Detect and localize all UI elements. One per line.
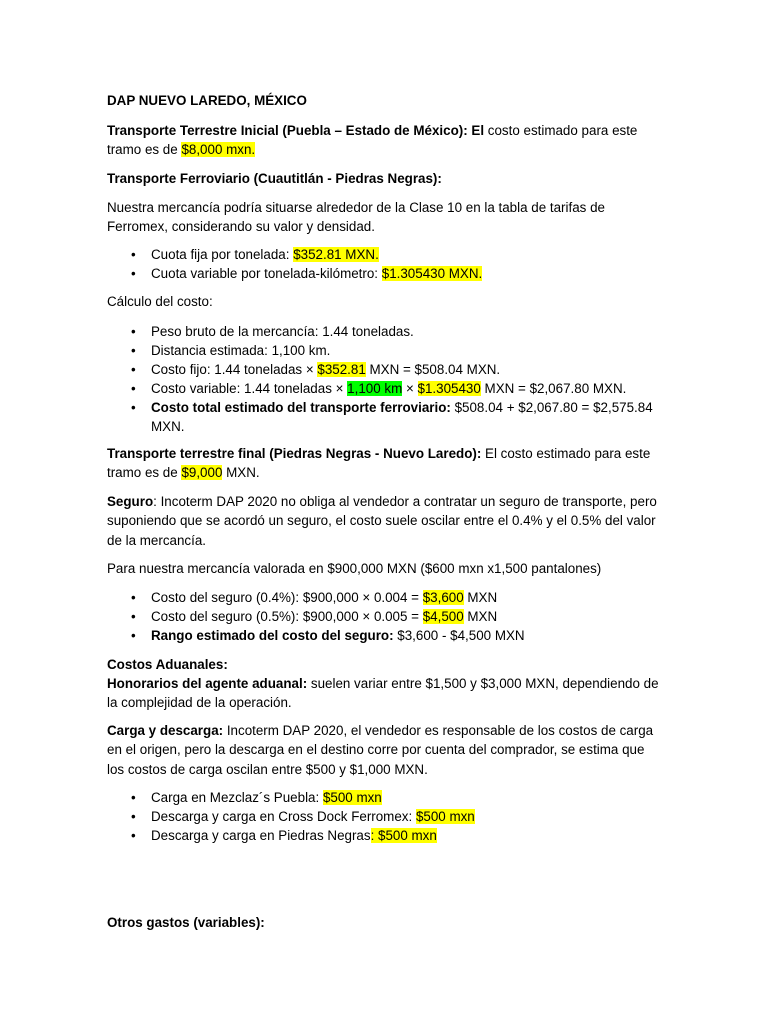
paragraph-text: El costo estimado para este tramo es de: [107, 446, 651, 481]
item-text: Costo fijo: 1.44 toneladas ×: [151, 362, 318, 377]
highlight-value: $4,500: [422, 609, 464, 624]
highlight-value: $500 mxn: [322, 790, 382, 805]
paragraph-transporte-inicial: [107, 121, 663, 160]
heading-costos-aduanales: Costos Aduanales:: [107, 657, 228, 672]
list-item: [151, 788, 666, 807]
highlight-amount: $9,000: [181, 465, 223, 481]
list-item: [151, 379, 666, 398]
list-item: [151, 360, 666, 379]
item-text: $3,600 - $4,500 MXN: [393, 628, 525, 643]
heading-otros-gastos: Otros gastos (variables):: [107, 915, 265, 930]
item-text: MXN = $2,067.80 MXN.: [480, 381, 627, 396]
paragraph-text: : Incoterm DAP 2020 no obliga al vendedor a contratar un seguro de transporte, pero suponiendo que se acordó un seguro, el costo suele oscilar entre el 0.4% y el 0.5% del valor de la mercancía.: [107, 494, 657, 548]
item-label: Cuota fija por tonelada:: [151, 247, 294, 262]
item-text: ×: [402, 381, 418, 396]
list-item: [151, 264, 666, 283]
item-text: MXN: [463, 609, 498, 624]
list-item: [151, 807, 666, 826]
highlight-value: $352.81: [317, 362, 366, 377]
heading-transporte-final: Transporte terrestre final (Piedras Negras - Nuevo Laredo):: [107, 446, 482, 461]
paragraph-text: suelen variar entre $1,500 y $3,000 MXN, dependiendo de la complejidad de la operación.: [107, 676, 659, 711]
paragraph-text: Incoterm DAP 2020, el vendedor es responsable de los costos de carga en el origen, pero la descarga en el destino corre por cuenta del comprador, se estima que los costos de carga oscilan entre $500 y $1,000 MXN.: [107, 723, 654, 777]
item-label: Cuota variable por tonelada-kilómetro:: [151, 266, 382, 281]
item-text: Costo del seguro (0.4%): $900,000 × 0.004 =: [151, 590, 423, 605]
paragraph-text: MXN.: [222, 465, 260, 481]
paragraph-honorarios: [107, 674, 663, 713]
highlight-value: : $500 mxn: [370, 828, 437, 843]
rango-label: Rango estimado del costo del seguro:: [151, 628, 394, 643]
paragraph-transporte-final: [107, 444, 663, 483]
item-text: MXN = $508.04 MXN.: [365, 362, 501, 377]
list-item: [151, 398, 666, 437]
highlight-value: $3,600: [422, 590, 464, 605]
heading-seguro: Seguro: [107, 494, 154, 509]
heading-honorarios: Honorarios del agente aduanal:: [107, 676, 308, 691]
item-text: $508.04 + $2,067.80 = $2,575.84 MXN.: [151, 400, 653, 435]
calc-title: Cálculo del costo:: [107, 294, 213, 309]
heading-transporte-ferroviario: Transporte Ferroviario (Cuautitlán - Piedras Negras):: [107, 171, 442, 186]
paragraph-text: costo estimado para este tramo es de: [107, 123, 638, 158]
item-text: Descarga y carga en Cross Dock Ferromex:: [151, 809, 416, 824]
highlight-value: $1.305430 MXN.: [381, 266, 483, 281]
paragraph-carga: [107, 721, 663, 779]
list-item: [151, 607, 666, 626]
paragraph-seguro: [107, 492, 663, 550]
highlight-km: 1,100 km: [347, 381, 403, 396]
item-text: Costo del seguro (0.5%): $900,000 × 0.005 =: [151, 609, 423, 624]
heading-carga: Carga y descarga:: [107, 723, 224, 738]
list-item: [151, 826, 666, 845]
list-item: [151, 588, 666, 607]
heading-transporte-inicial: Transporte Terrestre Inicial (Puebla – Estado de México): El: [107, 123, 485, 138]
list-item: • Peso bruto de la mercancía: 1.44 toneladas.: [151, 322, 666, 341]
item-text: Costo variable: 1.44 toneladas ×: [151, 381, 348, 396]
paragraph-ferroviario: Nuestra mercancía podría situarse alrededor de la Clase 10 en la tabla de tarifas de Ferromex, considerando su valor y densidad.: [107, 200, 605, 235]
item-text: Carga en Mezclaz´s Puebla:: [151, 790, 323, 805]
paragraph-valor: Para nuestra mercancía valorada en $900,000 MXN ($600 mxn x1,500 pantalones): [107, 561, 602, 576]
list-item: [151, 626, 666, 645]
list-item: • Distancia estimada: 1,100 km.: [151, 341, 666, 360]
document-title: DAP NUEVO LAREDO, MÉXICO: [107, 93, 307, 108]
list-item: [151, 245, 666, 264]
item-text: Descarga y carga en Piedras Negras: [151, 828, 371, 843]
highlight-amount: $8,000 mxn.: [181, 142, 256, 158]
highlight-rate: $1.305430: [417, 381, 481, 396]
highlight-value: $352.81 MXN.: [293, 247, 379, 262]
item-text: MXN: [463, 590, 498, 605]
total-label: Costo total estimado del transporte ferroviario:: [151, 400, 451, 415]
highlight-value: $500 mxn: [415, 809, 475, 824]
